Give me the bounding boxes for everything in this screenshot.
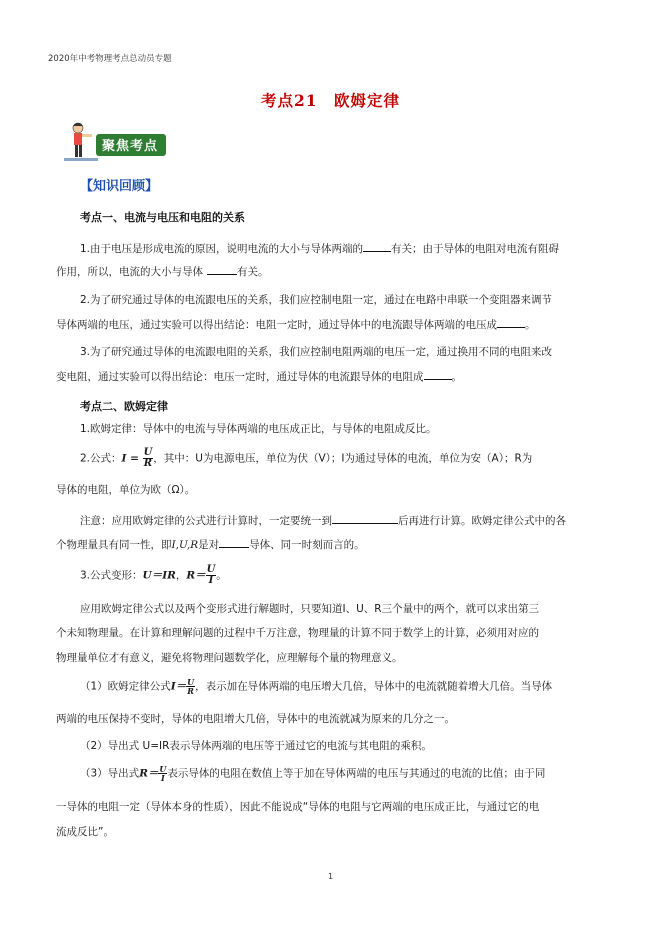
section-badge — [62, 120, 168, 162]
note-1-cont: 两端的电压保持不变时，导体的电阻增大几倍，导体中的电流就减为原来的几分之一。 — [56, 713, 455, 725]
page-title: 考点21 欧姆定律 — [260, 91, 401, 110]
formula-fraction: $\frac{U}{R}$ — [143, 447, 153, 469]
topic2-note-cont: 个物理量具有同一性，即I,U,R是对 导体、同一时刻而言的。 — [56, 536, 365, 553]
badge-label: 聚焦考点 — [102, 139, 159, 154]
topic1-paragraph-1: 1.由于电压是形成电流的原因，说明电流的大小与导体两端的 有关；由于导体的电阻对电流有阻碍 — [80, 240, 625, 257]
transform-fraction: $\frac{U}{I}$ — [206, 564, 216, 586]
topic1-paragraph-3-cont: 变电阻，通过实验可以得出结论：电压一定时，通过导体的电流跟导体的电阻成 。 — [56, 368, 462, 385]
note3-fraction: $\frac{U}{I}$ — [159, 764, 167, 783]
note-2: （2）导出式 U=IR表示导体两端的电压等于通过它的电流与其电阻的乘积。 — [80, 740, 432, 752]
note-3-cont: 一导体的电阻一定（导体本身的性质），因此不能说成“导体的电阻与它两端的电压成正比，与通过它的电 — [56, 801, 540, 813]
page-number: 1 — [327, 872, 334, 881]
application-line-2: 个未知物理量。在计算和理解问题的过程中千万注意，物理量的计算不同于数学上的计算，必须用对应的 — [56, 627, 539, 639]
topic2-formula-line: 2.公式：I = $\frac{U}{R}$ ，其中：U为电源电压，单位为伏（V）；I为通过导体的电流，单位为安（A）；R为 — [80, 447, 533, 469]
topic1-heading: 考点一、电流与电压和电阻的关系 — [80, 211, 245, 224]
topic1-paragraph-1-cont: 作用，所以，电流的大小与导体 有关。 — [56, 263, 269, 280]
topic2-formula-cont: 导体的电阻，单位为欧（Ω）。 — [56, 484, 196, 496]
application-line-1: 应用欧姆定律公式以及两个变形式进行解题时，只要知道I、U、R三个量中的两个，就可以求出第三 — [80, 603, 540, 615]
topic1-paragraph-3: 3.为了研究通过导体的电流跟电阻的关系，我们应控制电阻两端的电压一定，通过换用不同的电阻来改 — [80, 346, 553, 358]
note-1: （1）欧姆定律公式I＝ $\frac{U}{R}$ ，表示加在导体两端的电压增大几倍，导体中的电流就随着增大几倍。当导体 — [80, 677, 553, 696]
topic2-note: 注意：应用欧姆定律的公式进行计算时，一定要统一到 后再进行计算。欧姆定律公式中的各 — [80, 512, 566, 529]
note-3: （3）导出式R＝ $\frac{U}{I}$ 表示导体的电阻在数值上等于加在导体两端的电压与其通过的电流的比值；由于同 — [80, 764, 546, 783]
note-3-cont-2: 流成反比”。 — [56, 826, 114, 838]
application-line-3: 物理量单位才有意义，避免将物理问题数学化，应理解每个量的物理意义。 — [56, 652, 403, 664]
document-header: 2020年中考物理考点总动员专题 — [48, 54, 172, 64]
section-heading: 【知识回顾】 — [80, 179, 159, 194]
topic2-paragraph-1: 1.欧姆定律：导体中的电流与导体两端的电压成正比，与导体的电阻成反比。 — [80, 423, 437, 435]
topic2-transform: 3.公式变形：U＝IR，R＝ $\frac{U}{I}$ 。 — [80, 564, 227, 586]
topic2-heading: 考点二、欧姆定律 — [80, 400, 168, 413]
topic1-paragraph-2: 2.为了研究通过导体的电流跟电压的关系，我们应控制电阻一定，通过在电路中串联一个变阻器来调节 — [80, 294, 553, 306]
topic1-paragraph-2-cont: 导体两端的电压，通过实验可以得出结论：电阻一定时，通过导体中的电流跟导体两端的电压成 。 — [56, 316, 536, 333]
note1-fraction: $\frac{U}{R}$ — [187, 677, 195, 696]
